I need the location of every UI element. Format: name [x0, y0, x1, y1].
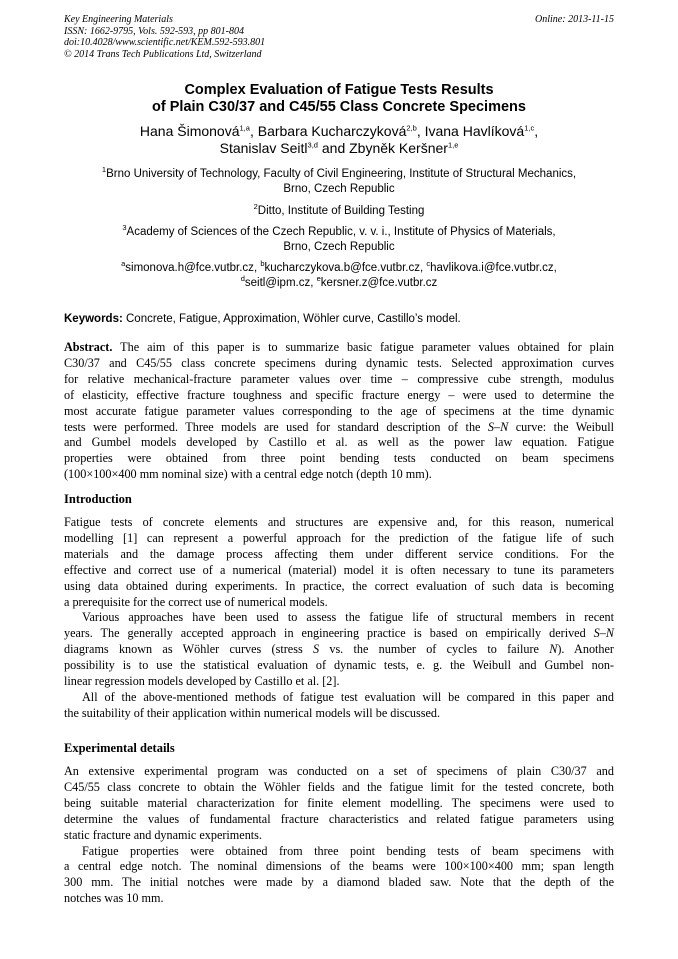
title-line-1: Complex Evaluation of Fatigue Tests Results: [184, 82, 494, 98]
body-line: materials and the damage process affecting them under different service conditions. For the: [64, 546, 614, 561]
body-line: Fatigue tests of concrete elements and structures are expensive and, for this reason, numerical: [64, 515, 614, 529]
affiliation-3: $^3$Academy of Sciences of the Czech Republic, v. v. i., Institute of Physics of Materials, Brno, Czech Republic: [122, 223, 556, 253]
email-link: havlikova.i@fce.vutbr.cz: [430, 262, 554, 274]
abstract-line: tests were performed. Three models are used for standard description of the S–N curve: the Weibull: [64, 419, 614, 434]
body-line: diagrams known as Wöhler curves (stress S vs. the number of cycles to failure N). Another: [64, 642, 614, 657]
email-link: kucharczykova.b@fce.vutbr.cz: [264, 262, 420, 274]
keywords-label: Keywords:: [64, 313, 123, 325]
body-line: using data obtained during experiments. In practice, the correct evaluation of such data is becoming: [64, 578, 614, 593]
abstract: [64, 340, 614, 483]
abstract-line: properties were obtained from three point bending tests conducted on beam specimens: [64, 451, 614, 466]
body-line: C45/55 class concrete to obtain the Wöhler fields and the fatigue limit for the tested concrete, both: [64, 779, 614, 794]
abstract-label: Abstract.: [64, 340, 113, 354]
abstract-line: most accurate fatigue parameter values corresponding to the age of specimens at the time dynamic: [64, 403, 614, 418]
author-sup: 1,e: [447, 140, 459, 150]
introduction-body: [64, 515, 614, 722]
body-line: determine the values of fundamental fracture characteristics and related fatigue parameters using: [64, 811, 614, 826]
experimental-body: [64, 764, 614, 907]
body-line: the suitability of their application within numerical models will be discussed.: [64, 705, 441, 720]
body-line: An extensive experimental program was conducted on a set of specimens of plain C30/37 and: [64, 764, 614, 778]
author-sup: 1,c: [524, 123, 535, 133]
body-line: effective and correct use of a numerical (material) model it is often necessary to tune its parameters: [64, 562, 614, 577]
author-name: Barbara Kucharczyková: [257, 123, 407, 139]
author-sup: 3,d: [307, 140, 318, 150]
email-list: $^a$simonova.h@fce.vutbr.cz, $^b$kucharczykova.b@fce.vutbr.cz, $^c$havlikova.i@fce.vutbr.cz, $^d$seitl@ipm.cz, $^e$kersner.z@fce.vutbr.cz: [121, 259, 557, 289]
body-line: modelling [1] can represent a powerful approach for the prediction of the fatigue life of such: [64, 530, 614, 545]
abstract-line: (100×100×400 mm nominal size) with a central edge notch (depth 10 mm).: [64, 467, 432, 482]
email-link: simonova.h@fce.vutbr.cz: [125, 262, 254, 274]
email-link: seitl@ipm.cz: [244, 277, 311, 289]
abstract-line: for relative mechanical-fracture parameter values over time – compressive cube strength, modulus: [64, 371, 614, 386]
paper-title: [64, 82, 614, 116]
introduction-heading: Introduction: [64, 492, 132, 506]
keywords-text: Concrete, Fatigue, Approximation, Wöhler curve, Castillo’s model.: [126, 313, 461, 325]
journal-doi: doi:10.4028/www.scientific.net/KEM.592-593.801: [64, 37, 266, 48]
abstract-line: of elasticity, effective fracture toughness and specific fracture energy – were used to determine the: [64, 387, 614, 402]
abstract-line: C30/37 and C45/55 class concrete specimens during dynamic tests. Selected approximation curves: [64, 355, 614, 370]
body-line: Various approaches have been used to assess the fatigue life of structural members in recent: [82, 610, 614, 625]
author-sup: 1,a: [239, 123, 250, 133]
author-name: Hana Šimonová: [139, 123, 240, 139]
body-line: years. The generally accepted approach in engineering practice is based on empirically derived S–N: [64, 626, 614, 641]
author-name: Stanislav Seitl: [219, 140, 308, 156]
journal-header: [64, 14, 614, 60]
journal-name: Key Engineering Materials: [64, 14, 173, 25]
body-line: being suitable material characterization for finite element modelling. The specimens were used to: [64, 795, 614, 810]
body-line: Fatigue properties were obtained from three point bending tests of beam specimens with: [82, 843, 614, 858]
body-line: linear regression models developed by Castillo et al. [2].: [64, 674, 340, 689]
author-list: [64, 123, 614, 157]
experimental-heading: Experimental details: [64, 741, 175, 755]
keywords: [64, 312, 614, 327]
online-date: Online: 2013-11-15: [535, 14, 614, 25]
title-line-2: of Plain C30/37 and C45/55 Class Concrete Specimens: [152, 99, 526, 115]
abstract-line: Abstract. The aim of this paper is to summarize basic fatigue parameter values obtained for plain: [64, 340, 615, 354]
body-line: 300 mm. The initial notches were made by a diamond bladed saw. Note that the depth of the: [64, 875, 614, 890]
abstract-line: and Gumbel models developed by Castillo et al. as well as the power law equation. Fatigue: [64, 435, 614, 450]
body-line: a central edge notch. The nominal dimensions of the beams were 100×100×400 mm; span length: [64, 859, 614, 874]
body-line: a prerequisite for the correct use of numerical models.: [64, 594, 328, 609]
author-sup: 2,b: [406, 123, 417, 133]
email-link: kersner.z@fce.vutbr.cz: [320, 277, 438, 289]
body-line: All of the above-mentioned methods of fatigue test evaluation will be compared in this paper and: [82, 689, 614, 704]
authors-line-1: Hana Šimonová$^{1,a}$, Barbara Kucharczyková$^{2,b}$, Ivana Havlíková$^{1,c}$,: [139, 123, 539, 139]
author-name: Zbyněk Keršner: [349, 140, 448, 156]
journal-copyright: © 2014 Trans Tech Publications Ltd, Switzerland: [64, 48, 262, 60]
body-line: possibility is to use the statistical evaluation of dynamic tests, e. g. the Weibull and Gumbel non-: [64, 658, 614, 673]
authors-line-2: Stanislav Seitl$^{3,d}$ and Zbyněk Keršner$^{1,e}$: [219, 140, 459, 156]
author-name: Ivana Havlíková: [424, 123, 525, 139]
journal-issn: ISSN: 1662-9795, Vols. 592-593, pp 801-804: [64, 25, 244, 37]
body-line: static fracture and dynamic experiments.: [64, 827, 262, 842]
affiliation-2: $^2$Ditto, Institute of Building Testing: [253, 202, 425, 217]
body-line: notches was 10 mm.: [64, 891, 164, 906]
affiliation-1: $^1$Brno University of Technology, Faculty of Civil Engineering, Institute of Structural Mechanics, Brno, Czech Republic: [101, 165, 577, 195]
